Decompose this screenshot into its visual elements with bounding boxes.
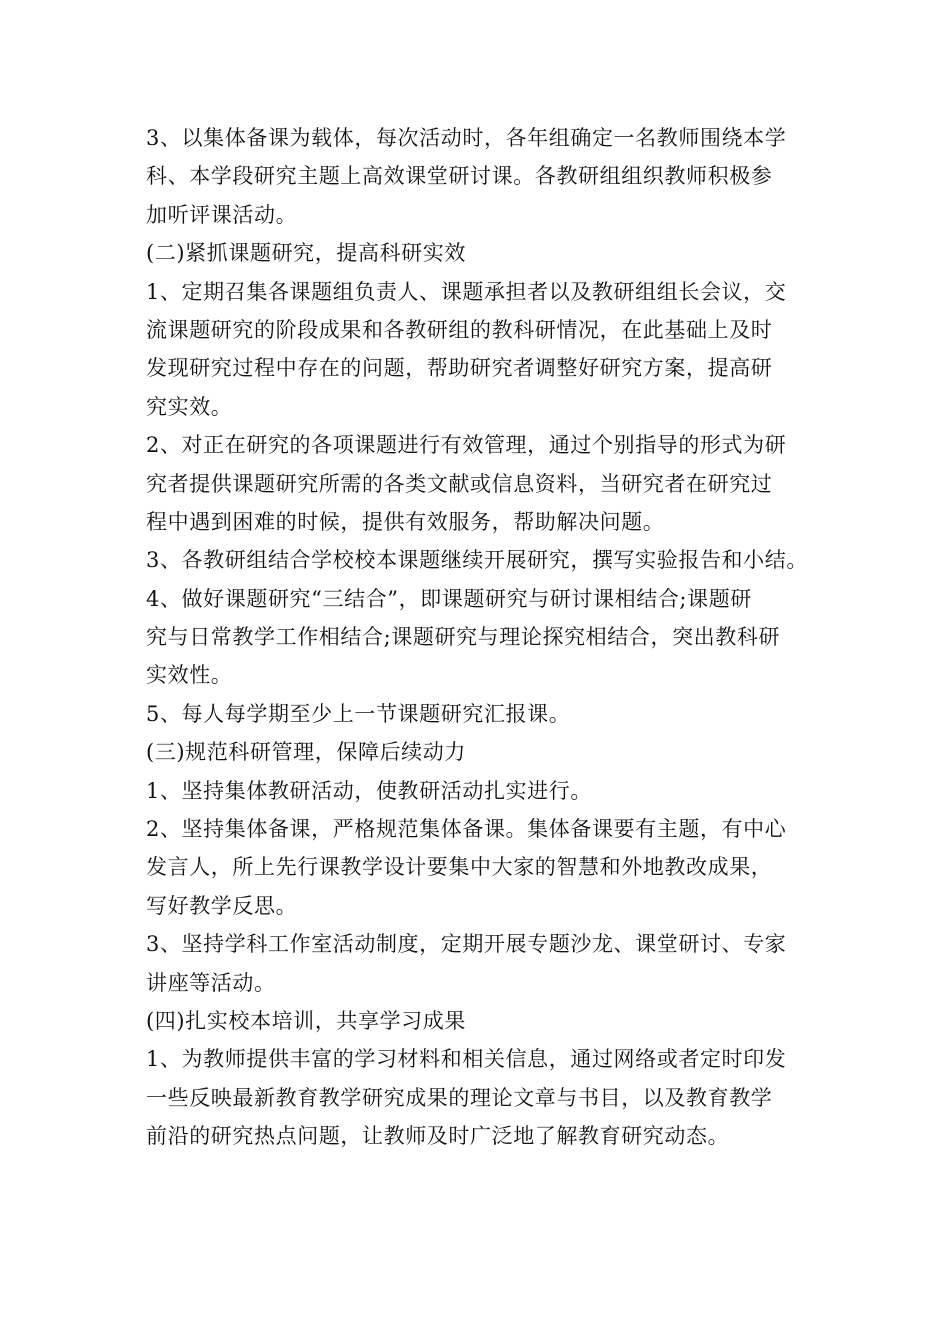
text-line: 究与日常教学工作相结合;课题研究与理论探究相结合，突出教科研 (146, 625, 781, 650)
text-line: 一些反映最新教育教学研究成果的理论文章与书目，以及教育教学 (146, 1085, 773, 1110)
text-line: 流课题研究的阶段成果和各教研组的教科研情况，在此基础上及时 (146, 317, 773, 342)
text-line: 2、对正在研究的各项课题进行有效管理，通过个别指导的形式为研 (146, 433, 787, 458)
text-line: 究者提供课题研究所需的各类文献或信息资料，当研究者在研究过 (146, 471, 773, 496)
text-line: 1、为教师提供丰富的学习材料和相关信息，通过网络或者定时印发 (146, 1047, 787, 1072)
section-heading: (四)扎实校本培训，共享学习成果 (146, 1008, 466, 1033)
text-line: 前沿的研究热点问题，让教师及时广泛地了解教育研究动态。 (146, 1124, 730, 1149)
text-line: 程中遇到困难的时候，提供有效服务，帮助解决问题。 (146, 509, 665, 534)
section-heading: (三)规范科研管理，保障后续动力 (146, 740, 466, 765)
text-line: 讲座等活动。 (146, 970, 276, 995)
text-line: 1、定期召集各课题组负责人、课题承担者以及教研组组长会议，交 (146, 279, 787, 304)
text-line: 加听评课活动。 (146, 202, 298, 227)
text-line: 实效性。 (146, 663, 233, 688)
text-line: 3、各教研组结合学校校本课题继续开展研究，撰写实验报告和小结。 (146, 548, 808, 573)
text-line: 1、坚持集体教研活动，使教研活动扎实进行。 (146, 778, 592, 803)
text-line: 发言人，所上先行课教学设计要集中大家的智慧和外地教改成果， (146, 855, 773, 880)
text-line: 4、做好课题研究“三结合”，即课题研究与研讨课相结合;课题研 (146, 586, 752, 611)
text-line: 科、本学段研究主题上高效课堂研讨课。各教研组组织教师积极参 (146, 164, 773, 189)
text-line: 究实效。 (146, 394, 233, 419)
text-line: 5、每人每学期至少上一节课题研究汇报课。 (146, 701, 571, 726)
section-heading: (二)紧抓课题研究，提高科研实效 (146, 241, 466, 266)
text-line: 2、坚持集体备课，严格规范集体备课。集体备课要有主题，有中心 (146, 817, 787, 842)
text-line: 3、坚持学科工作室活动制度，定期开展专题沙龙、课堂研讨、专家 (146, 932, 787, 957)
text-line: 写好教学反思。 (146, 893, 298, 918)
text-line: 发现研究过程中存在的问题，帮助研究者调整好研究方案，提高研 (146, 356, 773, 381)
document-body (146, 119, 836, 1156)
text-line: 3、以集体备课为载体，每次活动时，各年组确定一名教师围绕本学 (146, 126, 787, 150)
